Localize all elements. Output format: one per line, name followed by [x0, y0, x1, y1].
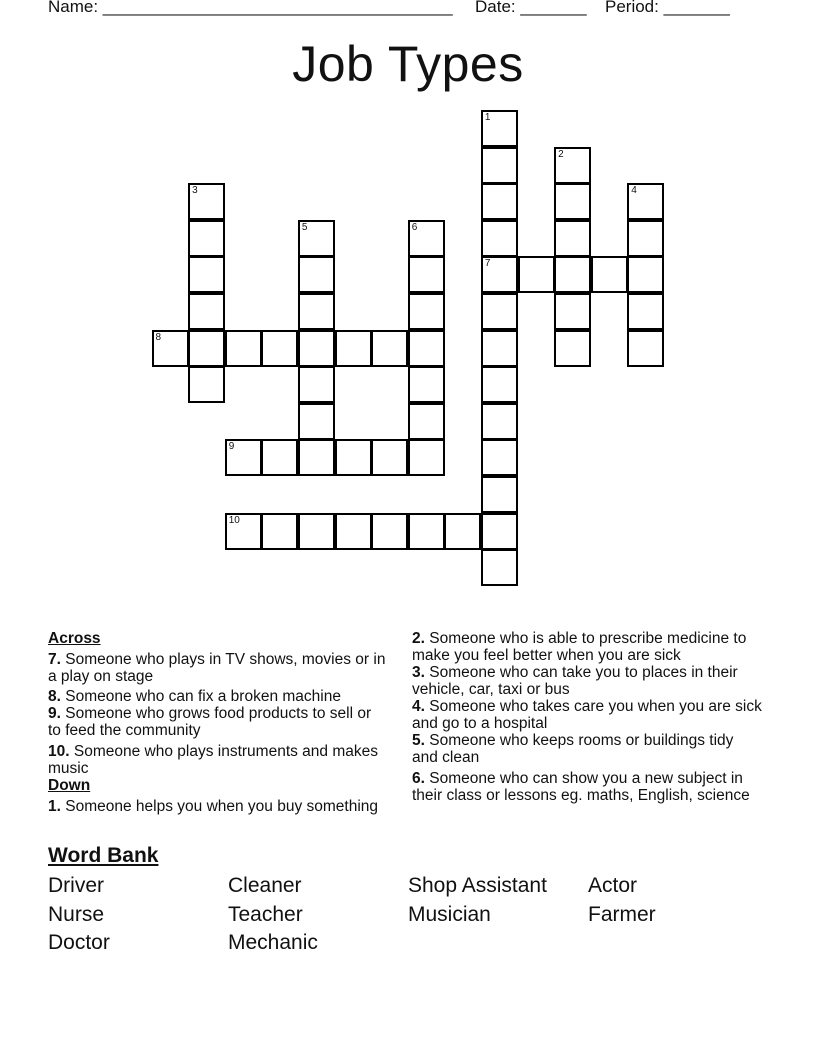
crossword-cell[interactable] [298, 220, 335, 257]
crossword-cell[interactable] [444, 513, 481, 550]
crossword-cell[interactable] [261, 439, 298, 476]
crossword-cell[interactable] [481, 293, 518, 330]
across-heading: Across [48, 630, 101, 647]
word-bank-word: Driver [48, 874, 104, 897]
crossword-cell[interactable] [481, 403, 518, 440]
crossword-cell[interactable] [627, 256, 664, 293]
clue-number: 2. [412, 630, 425, 647]
crossword-cell[interactable] [627, 293, 664, 330]
clue-number-label: 2 [558, 148, 564, 160]
clue-across-7 [48, 651, 388, 685]
clue-number: 9. [48, 705, 61, 722]
word-bank-word: Musician [408, 903, 491, 926]
crossword-cell[interactable] [554, 256, 591, 293]
crossword-cell[interactable] [371, 330, 408, 367]
crossword-cell[interactable] [188, 220, 225, 257]
word-bank-heading: Word Bank [48, 844, 159, 867]
clue-number-label: 5 [301, 221, 308, 233]
crossword-cell[interactable] [554, 147, 591, 184]
period-field[interactable]: Period: _______ [605, 0, 730, 16]
clue-number-label: 7 [484, 258, 491, 270]
crossword-cell[interactable] [627, 183, 664, 220]
crossword-cell[interactable] [225, 330, 262, 367]
crossword-cell[interactable] [481, 220, 518, 257]
clue-number-label: 1 [484, 112, 491, 123]
clue-number-label: 10 [228, 514, 240, 526]
crossword-cell[interactable] [481, 330, 518, 367]
crossword-cell[interactable] [481, 476, 518, 513]
crossword-cell[interactable] [481, 513, 518, 550]
crossword-cell[interactable] [481, 366, 518, 403]
crossword-cell[interactable] [591, 256, 628, 293]
crossword-cell[interactable] [335, 439, 372, 476]
clue-text: Someone who plays instruments and makes music [48, 743, 379, 777]
crossword-cell[interactable] [225, 513, 262, 550]
clue-text: Someone who is able to prescribe medicine to make you feel better when you are sick [412, 630, 747, 664]
clue-down-3 [412, 664, 762, 698]
clue-number: 1. [48, 798, 61, 815]
crossword-cell[interactable] [225, 439, 262, 476]
crossword-cell[interactable] [408, 330, 445, 367]
clue-down-5 [412, 732, 762, 766]
clue-down-2 [412, 630, 762, 664]
clue-number: 7. [48, 651, 61, 668]
crossword-cell[interactable] [188, 256, 225, 293]
crossword-cell[interactable] [188, 330, 225, 367]
clue-down-6 [412, 770, 762, 804]
crossword-cell[interactable] [481, 256, 518, 293]
date-field[interactable]: Date: _______ [475, 0, 587, 16]
crossword-cell[interactable] [188, 183, 225, 220]
clue-across-8 [48, 688, 388, 705]
crossword-cell[interactable] [298, 513, 335, 550]
clue-across-9 [48, 705, 388, 739]
clue-number: 8. [48, 688, 61, 705]
crossword-cell[interactable] [298, 330, 335, 367]
crossword-cell[interactable] [298, 366, 335, 403]
word-bank-word: Actor [588, 874, 638, 897]
crossword-cell[interactable] [298, 439, 335, 476]
crossword-cell[interactable] [188, 366, 225, 403]
clue-number: 4. [412, 698, 425, 715]
clue-down-4 [412, 698, 762, 732]
word-bank-word: Shop Assistant [408, 874, 547, 897]
clue-text: Someone who grows food products to sell or to feed the community [48, 705, 372, 739]
down-heading: Down [48, 777, 91, 794]
crossword-cell[interactable] [481, 183, 518, 220]
word-bank-word: Mechanic [228, 931, 318, 954]
crossword-cell[interactable] [408, 366, 445, 403]
clue-number-label: 9 [228, 441, 235, 453]
clue-across-10 [48, 743, 388, 777]
crossword-cell[interactable] [481, 147, 518, 184]
crossword-cell[interactable] [261, 513, 298, 550]
crossword-cell[interactable] [554, 220, 591, 257]
crossword-cell[interactable] [554, 183, 591, 220]
clue-text: Someone who takes care you when you are sick and go to a hospital [412, 698, 762, 732]
clue-number: 10. [48, 743, 70, 760]
crossword-cell[interactable] [627, 220, 664, 257]
crossword-cell[interactable] [371, 513, 408, 550]
crossword-cell[interactable] [152, 330, 189, 367]
clue-number-label: 8 [155, 331, 162, 343]
crossword-cell[interactable] [408, 293, 445, 330]
crossword-cell[interactable] [298, 403, 335, 440]
crossword-cell[interactable] [481, 110, 518, 147]
clue-number-label: 3 [192, 185, 198, 197]
crossword-cell[interactable] [408, 513, 445, 550]
crossword-cell[interactable] [518, 256, 555, 293]
crossword-cell[interactable] [481, 439, 518, 476]
clue-number: 3. [412, 664, 425, 681]
crossword-cell[interactable] [481, 549, 518, 586]
crossword-cell[interactable] [408, 220, 445, 257]
clue-text: Someone who can take you to places in their vehicle, car, taxi or bus [412, 664, 738, 698]
word-bank-word: Farmer [588, 903, 656, 926]
clue-text: Someone who plays in TV shows, movies or in a play on stage [48, 651, 386, 685]
crossword-cell[interactable] [554, 330, 591, 367]
name-field[interactable]: Name: _____________________________________ [48, 0, 453, 16]
page-title: Job Types [292, 36, 524, 92]
crossword-cell[interactable] [408, 439, 445, 476]
clue-text: Someone who can show you a new subject in their class or lessons eg. maths, English, science [412, 770, 750, 804]
crossword-cell[interactable] [335, 330, 372, 367]
word-bank-word: Nurse [48, 903, 105, 926]
clue-number-label: 6 [411, 221, 418, 233]
crossword-cell[interactable] [188, 293, 225, 330]
crossword-cell[interactable] [371, 439, 408, 476]
clue-text: Someone who can fix a broken machine [65, 688, 341, 705]
crossword-cell[interactable] [408, 403, 445, 440]
crossword-cell[interactable] [298, 256, 335, 293]
clue-number: 5. [412, 732, 425, 749]
clues-left-column [48, 628, 388, 815]
crossword-cell[interactable] [298, 293, 335, 330]
crossword-cell[interactable] [554, 293, 591, 330]
clue-text: Someone helps you when you buy something [65, 798, 379, 815]
word-bank-word: Teacher [228, 903, 303, 926]
crossword-cell[interactable] [335, 513, 372, 550]
clue-number-label: 4 [631, 185, 637, 197]
crossword-cell[interactable] [408, 256, 445, 293]
word-bank-word: Cleaner [228, 874, 302, 897]
word-bank-word: Doctor [48, 931, 110, 954]
crossword-cell[interactable] [627, 330, 664, 367]
clues-right-column [412, 628, 762, 804]
clue-text: Someone who keeps rooms or buildings tidy and clean [412, 732, 734, 766]
crossword-cell[interactable] [261, 330, 298, 367]
clue-down-1 [48, 798, 388, 815]
clue-number: 6. [412, 770, 425, 787]
